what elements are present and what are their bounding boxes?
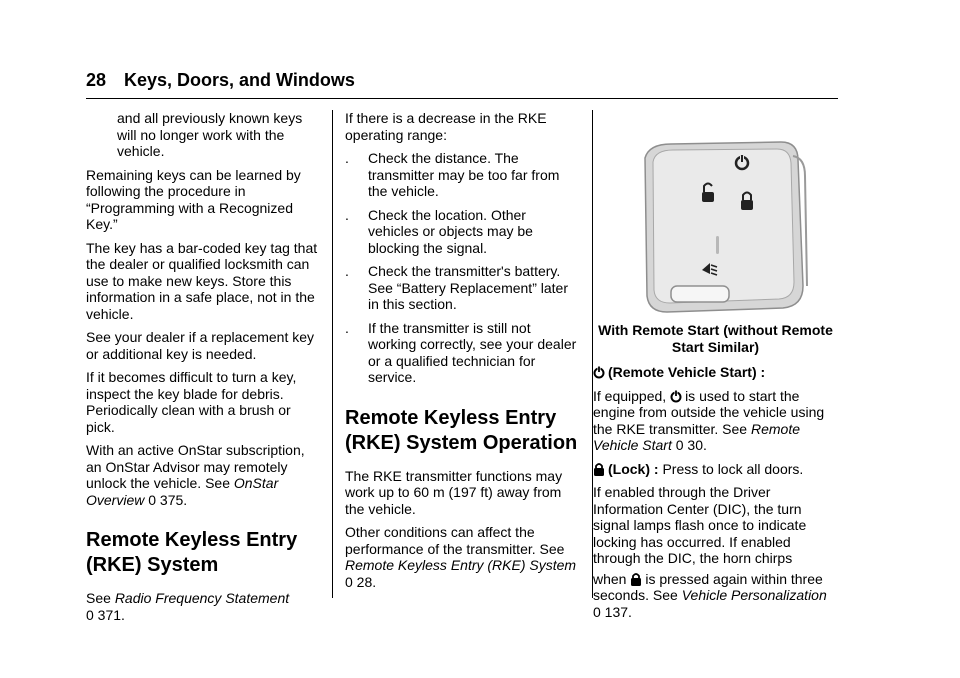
page-ref: 0 137: [593, 603, 629, 620]
paragraph-text: is used to start the engine from outside the vehicle using the RKE transmitter. See: [593, 387, 825, 437]
paragraph-text: If equipped,: [593, 387, 671, 404]
bullet-text: Check the transmitter's battery. See “Battery Replacement” later in this section.: [368, 263, 568, 312]
paragraph: Remaining keys can be learned by following the procedure in “Programming with a Recognized Key.”: [86, 166, 301, 232]
radio-frequency-link[interactable]: Radio Frequency Statement: [114, 590, 290, 606]
paragraph: With an active OnStar subscription, an OnStar Advisor may remotely unlock the vehicle. See OnStar Overview 0 375.: [86, 442, 305, 508]
remote-start-icon: [593, 366, 605, 379]
bullet-text: Check the distance. The transmitter may be too far from the vehicle.: [368, 150, 560, 199]
paragraph-text: Other conditions can affect the performance of the transmitter. See: [345, 524, 565, 557]
paragraph: The key has a bar-coded key tag that the dealer or qualified locksmith can use to make new keys. Store this information in a safe place, not in the vehicle.: [86, 239, 318, 322]
page-header: [86, 70, 355, 91]
column-2: [345, 110, 579, 597]
bullet-text: Check the location. Other vehicles or objects may be blocking the signal.: [368, 206, 533, 256]
paragraph: See your dealer if a replacement key or additional key is needed.: [86, 329, 315, 362]
column-divider-1: [332, 110, 333, 598]
key-fob-illustration: [593, 136, 838, 316]
paragraph-text: See: [86, 590, 115, 606]
bullet-text: If the transmitter is still not working correctly, see your dealer or a qualified technician for service.: [368, 319, 577, 385]
paragraph: The RKE transmitter functions may work up to 60 m (197 ft) away from the vehicle.: [345, 467, 563, 517]
vehicle-personalization-link[interactable]: Vehicle Personalization: [681, 587, 827, 603]
page-ref: 0 28: [345, 573, 373, 590]
column-3: [593, 110, 838, 627]
section-title: Keys, Doors, and Windows: [124, 70, 355, 90]
lock-icon: [630, 572, 642, 586]
figure-caption: With Remote Start (without Remote Start Similar): [598, 322, 833, 355]
page-number: 28: [86, 70, 107, 90]
paragraph-text: when: [593, 570, 631, 587]
page-ref: 0 375: [148, 491, 184, 508]
paragraph: If it becomes difficult to turn a key, inspect the key blade for debris. Periodically clean with a brush or pick.: [86, 369, 297, 435]
column-1: [86, 110, 322, 630]
paragraph: See Radio Frequency Statement 0 371.: [86, 590, 290, 623]
bullet-marker: .: [345, 319, 349, 336]
heading-rke-system: Remote Keyless Entry (RKE) System: [86, 529, 298, 576]
paragraph: If there is a decrease in the RKE operating range:: [345, 110, 547, 143]
lock-icon: [593, 462, 605, 476]
remote-start-heading: [593, 364, 838, 381]
bullet-marker: .: [345, 150, 349, 166]
lock-label: (Lock) :: [608, 460, 659, 477]
bullet-item: [345, 320, 579, 386]
bullet-marker: .: [345, 263, 349, 279]
paragraph-text: With an active OnStar subscription, an OnStar Advisor may remotely unlock the vehicle. See: [86, 442, 305, 491]
paragraph-text: Press to lock all doors.: [658, 460, 804, 477]
paragraph: [593, 461, 838, 478]
page-ref: 0 371: [86, 606, 122, 623]
remote-start-icon: [670, 390, 682, 403]
header-rule: [86, 98, 838, 99]
page-ref: 0 30: [675, 437, 703, 453]
paragraph: when is pressed again within three seconds. See Vehicle Personalization 0 137.: [593, 570, 827, 620]
bullet-item: [345, 263, 579, 313]
remote-vehicle-start-link[interactable]: Remote Vehicle Start: [593, 420, 800, 453]
onstar-overview-link[interactable]: OnStar Overview: [86, 475, 279, 508]
bullet-item: [345, 150, 579, 200]
paragraph: If enabled through the Driver Information Center (DIC), the turn signal lamps flash once to indicate locking has occurred. If enabled through the DIC, the horn chirps: [593, 484, 807, 566]
bullet-marker: .: [345, 206, 349, 223]
continued-text: and all previously known keys will no longer work with the vehicle.: [117, 110, 303, 159]
heading-rke-operation: Remote Keyless Entry (RKE) System Operation: [345, 406, 578, 454]
paragraph: If equipped, is used to start the engine from outside the vehicle using the RKE transmitter. See Remote Vehicle Start 0 30.: [593, 387, 825, 453]
paragraph-text: is pressed again within three seconds. See: [593, 570, 823, 603]
remote-start-label: (Remote Vehicle Start) :: [608, 364, 766, 380]
bullet-item: [345, 207, 579, 257]
paragraph: Other conditions can affect the performance of the transmitter. See Remote Keyless Entry (RKE) System 0 28.: [345, 524, 577, 590]
rke-system-link[interactable]: Remote Keyless Entry (RKE) System: [345, 557, 577, 573]
